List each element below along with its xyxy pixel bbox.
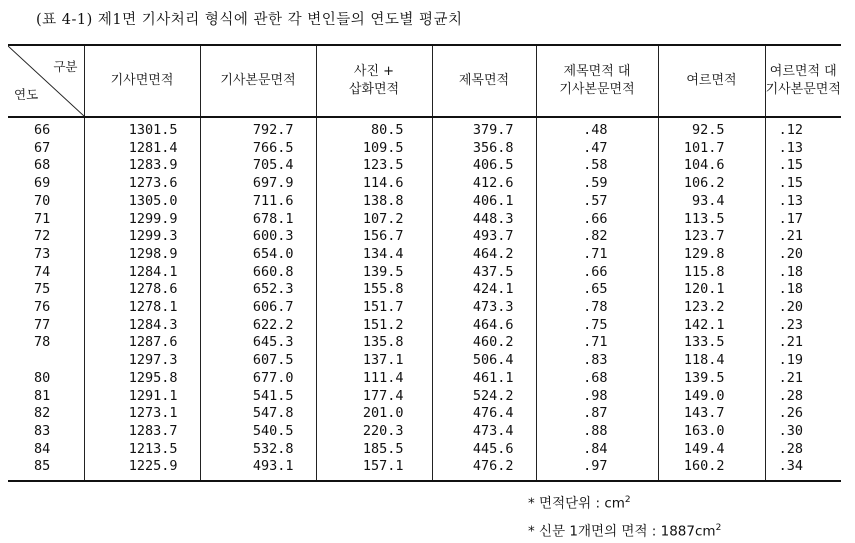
value-cell: 476.2 [432, 458, 536, 481]
year-cell: 71 [8, 211, 84, 229]
year-cell: 77 [8, 317, 84, 335]
value-cell: 654.0 [200, 246, 316, 264]
value-cell: 356.8 [432, 140, 536, 158]
value-cell: 1273.6 [84, 175, 200, 193]
data-table-container [8, 44, 841, 482]
value-cell: 109.5 [316, 140, 432, 158]
value-cell: 1297.3 [84, 352, 200, 370]
value-cell: 406.1 [432, 193, 536, 211]
value-cell: 151.2 [316, 317, 432, 335]
value-cell: 123.5 [316, 157, 432, 175]
table-row [8, 458, 841, 481]
value-cell: 115.8 [658, 264, 765, 282]
value-cell: .47 [536, 140, 658, 158]
value-cell: 473.4 [432, 423, 536, 441]
value-cell: .68 [536, 370, 658, 388]
value-cell: 123.7 [658, 228, 765, 246]
value-cell: 101.7 [658, 140, 765, 158]
year-cell: 67 [8, 140, 84, 158]
value-cell: .13 [765, 193, 841, 211]
value-cell: .48 [536, 117, 658, 140]
year-cell: 80 [8, 370, 84, 388]
value-cell: .26 [765, 405, 841, 423]
value-cell: .21 [765, 370, 841, 388]
table-row [8, 264, 841, 282]
value-cell: .58 [536, 157, 658, 175]
table-row [8, 175, 841, 193]
corner-label-category: 구분 [53, 58, 77, 76]
year-cell: 78 [8, 334, 84, 352]
table-row [8, 423, 841, 441]
value-cell: 461.1 [432, 370, 536, 388]
value-cell: .21 [765, 228, 841, 246]
value-cell: .19 [765, 352, 841, 370]
table-row [8, 281, 841, 299]
year-cell: 70 [8, 193, 84, 211]
value-cell: 476.4 [432, 405, 536, 423]
value-cell: 1299.3 [84, 228, 200, 246]
value-cell: 123.2 [658, 299, 765, 317]
value-cell: 118.4 [658, 352, 765, 370]
value-cell: 156.7 [316, 228, 432, 246]
value-cell: 134.4 [316, 246, 432, 264]
value-cell: .84 [536, 441, 658, 459]
value-cell: 1225.9 [84, 458, 200, 481]
table-row [8, 246, 841, 264]
value-cell: .17 [765, 211, 841, 229]
value-cell: 149.0 [658, 388, 765, 406]
corner-header-cell [8, 45, 84, 117]
value-cell: 139.5 [658, 370, 765, 388]
value-cell: 1298.9 [84, 246, 200, 264]
value-cell: .30 [765, 423, 841, 441]
value-cell: 1283.9 [84, 157, 200, 175]
value-cell: 106.2 [658, 175, 765, 193]
value-cell: 437.5 [432, 264, 536, 282]
table-row [8, 299, 841, 317]
value-cell: .15 [765, 175, 841, 193]
value-cell: 660.8 [200, 264, 316, 282]
table-row [8, 352, 841, 370]
value-cell: 532.8 [200, 441, 316, 459]
value-cell: 1283.7 [84, 423, 200, 441]
value-cell: .13 [765, 140, 841, 158]
value-cell: .18 [765, 264, 841, 282]
value-cell: 1273.1 [84, 405, 200, 423]
year-cell: 73 [8, 246, 84, 264]
value-cell: 1284.3 [84, 317, 200, 335]
header-col-article-area: 기사면면적 [84, 45, 200, 117]
value-cell: 1278.6 [84, 281, 200, 299]
value-cell: 135.8 [316, 334, 432, 352]
value-cell: .28 [765, 441, 841, 459]
value-cell: .98 [536, 388, 658, 406]
table-row [8, 117, 841, 140]
header-col-margin-area: 여르면적 [658, 45, 765, 117]
value-cell: 645.3 [200, 334, 316, 352]
value-cell: 541.5 [200, 388, 316, 406]
value-cell: 1284.1 [84, 264, 200, 282]
value-cell: .75 [536, 317, 658, 335]
value-cell: 139.5 [316, 264, 432, 282]
header-col-margin-body-ratio: 여르면적 대 기사본문면적 [765, 45, 841, 117]
year-cell: 66 [8, 117, 84, 140]
value-cell: 143.7 [658, 405, 765, 423]
value-cell: 137.1 [316, 352, 432, 370]
table-caption: (표 4-1) 제1면 기사처리 형식에 관한 각 변인들의 연도별 평균치 [36, 8, 463, 29]
value-cell: 151.7 [316, 299, 432, 317]
year-cell: 74 [8, 264, 84, 282]
value-cell: 1278.1 [84, 299, 200, 317]
value-cell: .97 [536, 458, 658, 481]
value-cell: 80.5 [316, 117, 432, 140]
value-cell: 547.8 [200, 405, 316, 423]
year-cell: 69 [8, 175, 84, 193]
value-cell: 792.7 [200, 117, 316, 140]
value-cell: 142.1 [658, 317, 765, 335]
year-cell: 81 [8, 388, 84, 406]
value-cell: 697.9 [200, 175, 316, 193]
table-row [8, 228, 841, 246]
value-cell: 177.4 [316, 388, 432, 406]
value-cell: 600.3 [200, 228, 316, 246]
value-cell: 114.6 [316, 175, 432, 193]
value-cell: 1295.8 [84, 370, 200, 388]
value-cell: .83 [536, 352, 658, 370]
value-cell: 155.8 [316, 281, 432, 299]
value-cell: 1291.1 [84, 388, 200, 406]
value-cell: 445.6 [432, 441, 536, 459]
value-cell: 493.7 [432, 228, 536, 246]
value-cell: 766.5 [200, 140, 316, 158]
value-cell: 460.2 [432, 334, 536, 352]
year-cell: 85 [8, 458, 84, 481]
value-cell: 473.3 [432, 299, 536, 317]
table-body [8, 117, 841, 481]
year-cell: 83 [8, 423, 84, 441]
value-cell: .20 [765, 246, 841, 264]
value-cell: 1299.9 [84, 211, 200, 229]
value-cell: .71 [536, 246, 658, 264]
value-cell: 157.1 [316, 458, 432, 481]
value-cell: 607.5 [200, 352, 316, 370]
value-cell: 1287.6 [84, 334, 200, 352]
value-cell: 133.5 [658, 334, 765, 352]
table-row [8, 441, 841, 459]
value-cell: 1301.5 [84, 117, 200, 140]
value-cell: 606.7 [200, 299, 316, 317]
value-cell: 705.4 [200, 157, 316, 175]
table-row [8, 193, 841, 211]
value-cell: .12 [765, 117, 841, 140]
footnote-page-area: * 신문 1개면의 면적 : $1887cm^2$ [528, 516, 721, 543]
value-cell: 464.6 [432, 317, 536, 335]
value-cell: 201.0 [316, 405, 432, 423]
value-cell: 185.5 [316, 441, 432, 459]
footnote-unit: * 면적단위 : $cm^2$ [528, 488, 721, 516]
data-table [8, 44, 841, 482]
value-cell: 1281.4 [84, 140, 200, 158]
value-cell: 93.4 [658, 193, 765, 211]
value-cell: 677.0 [200, 370, 316, 388]
value-cell: .88 [536, 423, 658, 441]
value-cell: .18 [765, 281, 841, 299]
footnotes [528, 488, 721, 543]
value-cell: 163.0 [658, 423, 765, 441]
value-cell: .57 [536, 193, 658, 211]
year-cell: 68 [8, 157, 84, 175]
value-cell: .21 [765, 334, 841, 352]
table-row [8, 388, 841, 406]
value-cell: .66 [536, 264, 658, 282]
header-row [8, 45, 841, 117]
value-cell: 104.6 [658, 157, 765, 175]
value-cell: 464.2 [432, 246, 536, 264]
value-cell: .20 [765, 299, 841, 317]
table-row [8, 211, 841, 229]
table-row [8, 157, 841, 175]
value-cell: 92.5 [658, 117, 765, 140]
table-row [8, 140, 841, 158]
year-cell: 84 [8, 441, 84, 459]
value-cell: .34 [765, 458, 841, 481]
value-cell: 540.5 [200, 423, 316, 441]
value-cell: .65 [536, 281, 658, 299]
value-cell: 678.1 [200, 211, 316, 229]
value-cell: 107.2 [316, 211, 432, 229]
value-cell: 711.6 [200, 193, 316, 211]
value-cell: 1213.5 [84, 441, 200, 459]
header-col-title-area: 제목면적 [432, 45, 536, 117]
year-cell [8, 352, 84, 370]
value-cell: .15 [765, 157, 841, 175]
value-cell: 160.2 [658, 458, 765, 481]
table-row [8, 317, 841, 335]
year-cell: 72 [8, 228, 84, 246]
value-cell: 120.1 [658, 281, 765, 299]
header-col-body-area: 기사본문면적 [200, 45, 316, 117]
table-row [8, 334, 841, 352]
year-cell: 82 [8, 405, 84, 423]
value-cell: 424.1 [432, 281, 536, 299]
value-cell: 111.4 [316, 370, 432, 388]
value-cell: 622.2 [200, 317, 316, 335]
value-cell: 1305.0 [84, 193, 200, 211]
value-cell: 113.5 [658, 211, 765, 229]
header-col-title-body-ratio: 제목면적 대 기사본문면적 [536, 45, 658, 117]
diagonal-divider [8, 46, 84, 116]
header-col-photo-area: 사진 + 삽화면적 [316, 45, 432, 117]
year-cell: 76 [8, 299, 84, 317]
value-cell: 412.6 [432, 175, 536, 193]
value-cell: 379.7 [432, 117, 536, 140]
value-cell: 406.5 [432, 157, 536, 175]
table-row [8, 370, 841, 388]
value-cell: 448.3 [432, 211, 536, 229]
value-cell: .23 [765, 317, 841, 335]
value-cell: 506.4 [432, 352, 536, 370]
value-cell: .59 [536, 175, 658, 193]
value-cell: 220.3 [316, 423, 432, 441]
value-cell: 138.8 [316, 193, 432, 211]
year-cell: 75 [8, 281, 84, 299]
table-row [8, 405, 841, 423]
value-cell: 149.4 [658, 441, 765, 459]
value-cell: .87 [536, 405, 658, 423]
value-cell: 129.8 [658, 246, 765, 264]
value-cell: .66 [536, 211, 658, 229]
value-cell: 493.1 [200, 458, 316, 481]
value-cell: .71 [536, 334, 658, 352]
corner-label-year: 연도 [14, 86, 38, 104]
value-cell: .28 [765, 388, 841, 406]
value-cell: 524.2 [432, 388, 536, 406]
value-cell: 652.3 [200, 281, 316, 299]
value-cell: .82 [536, 228, 658, 246]
value-cell: .78 [536, 299, 658, 317]
